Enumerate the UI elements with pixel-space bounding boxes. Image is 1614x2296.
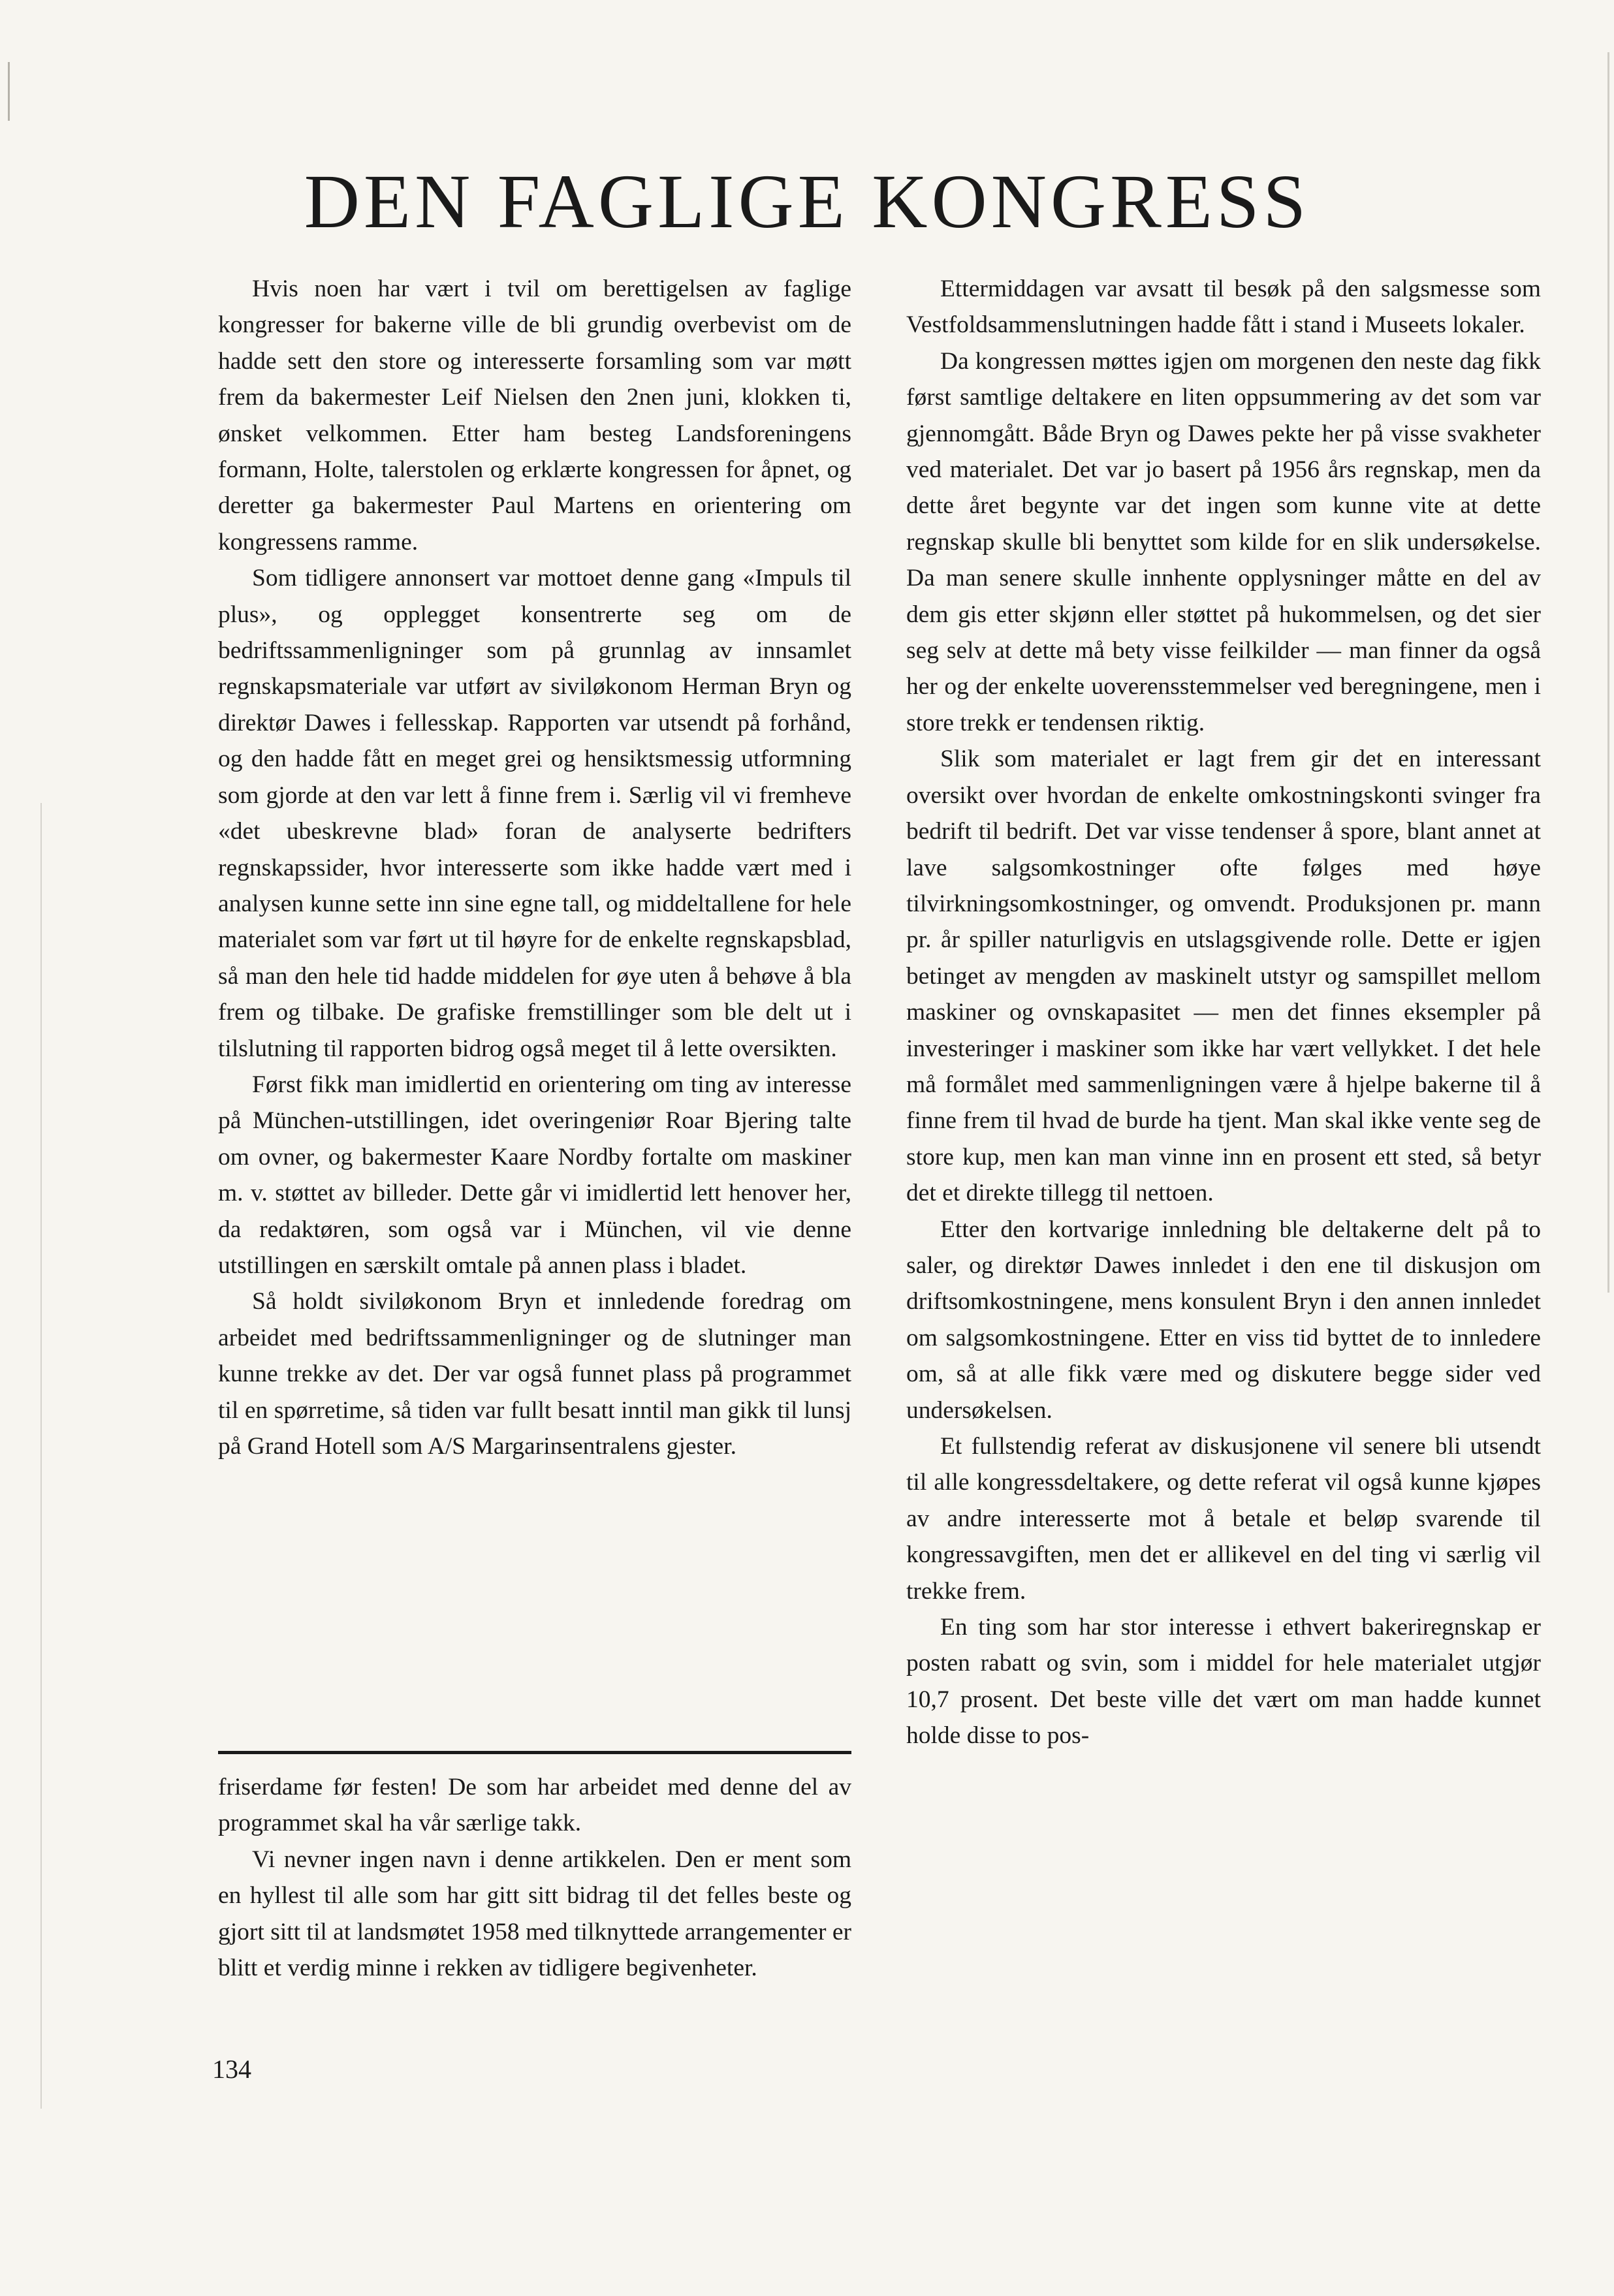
paragraph: Et fullstendig referat av diskusjonene vil senere bli utsendt til alle kongressdeltakere, og dette referat vil også kunne kjøpes av andre interesserte mot å betale et beløp svarende til kongressavgiften, men det er allikevel en del ting vi særlig vil trekke frem. <box>906 1433 1541 1605</box>
paragraph: friserdame før festen! De som har arbeidet med denne del av programmet skal ha vår særlige takk. <box>218 1774 851 1837</box>
paragraph: Ettermiddagen var avsatt til besøk på den salgsmesse som Vestfoldsammenslutningen hadde fått i stand i Museets lokaler. <box>906 275 1541 339</box>
paragraph: Som tidligere annonsert var mottoet denne gang «Impuls til plus», og opplegget konsentrerte seg om de bedriftssammenligninger som på grunnlag av innsamlet regnskapsmateriale var utført av siviløkonom Herman Bryn og direktør Dawes i fellesskap. Rapporten var utsendt på forhånd, og den hadde fått en meget grei og hensiktsmessig utformning som gjorde at den var lett å finne frem i. Særlig vil vi fremheve «det ubeskrevne blad» foran de analyserte bedrifters regnskapssider, hvor interesserte som ikke hadde vært med i analysen kunne sette inn sine egne tall, og middeltallene for hele materialet som var ført ut til høyre for de enkelte regnskapsblad, så man den hele tid hadde middelen for øye uten å behøve å bla frem og tilbake. De grafiske fremstillinger som ble delt ut i tilslutning til rapporten bidrog også meget til å lette oversikten. <box>218 565 851 1062</box>
page-number: 134 <box>212 2054 251 2084</box>
paragraph: Hvis noen har vært i tvil om berettigelsen av faglige kongresser for bakerne ville de bli grundig overbevist om de hadde sett den store og interesserte forsamling som var møtt frem da bakermester Leif Nielsen den 2nen juni, klokken ti, ønsket velkommen. Etter ham besteg Landsforeningens formann, Holte, talerstolen og erklærte kongressen for åpnet, og deretter ga bakermester Paul Martens en orientering om kongressens ramme. <box>218 275 851 556</box>
paragraph: Så holdt siviløkonom Bryn et innledende foredrag om arbeidet med bedriftssammenligninger og de slutninger man kunne trekke av det. Der var også funnet plass på programmet til en spørretime, så tiden var fullt besatt inntil man gikk til lunsj på Grand Hotell som A/S Margarinsentralens gjester. <box>218 1288 851 1460</box>
scan-edge-mark <box>1607 52 1609 1293</box>
paragraph: Etter den kortvarige innledning ble deltakerne delt på to saler, og direktør Dawes innledet i den ene til diskusjon om driftsomkostningene, mens konsulent Bryn i den annen innledet om salgsomkostningene. Etter en viss tid byttet de to innledere om, så at alle fikk være med og diskutere begge sider ved undersøkelsen. <box>906 1216 1541 1424</box>
right-column <box>906 271 1541 1754</box>
paragraph: Slik som materialet er lagt frem gir det en interessant oversikt over hvordan de enkelte omkostningskonti svinger fra bedrift til bedrift. Det var visse tendenser å spore, blant annet at lave salgsomkostninger ofte følges med høye tilvirkningsomkostninger, og omvendt. Produksjonen pr. mann pr. år spiller naturligvis en utslagsgivende rolle. Dette er igjen betinget av mengden av maskinelt utstyr og samspillet mellom maskiner og ovnskapasitet — men det finnes eksempler på investeringer i maskiner som ikke har vært vellykket. I det hele må formålet med sammenligningen være å hjelpe bakerne til å finne frem til hvad de burde ha tjent. Man skal ikke vente seg de store kup, men kan man vinne inn en prosent ett sted, så betyr det et direkte tillegg til nettoen. <box>906 746 1541 1207</box>
scan-edge-mark <box>8 62 10 121</box>
article-title: DEN FAGLIGE KONGRESS <box>304 159 1310 244</box>
left-column-bottom <box>218 1769 851 1986</box>
scan-edge-mark <box>40 803 42 2109</box>
paragraph: Da kongressen møttes igjen om morgenen den neste dag fikk først samtlige deltakere en liten oppsummering av det som var gjennomgått. Både Bryn og Dawes pekte her på visse svakheter ved materialet. Det var jo basert på 1956 års regnskap, men da dette året begynte var det ingen som kunne vite at dette regnskap skulle bli benyttet som kilde for en slik undersøkelse. Da man senere skulle innhente opplysninger måtte en del av dem gis etter skjønn eller støttet på hukommelsen, og det sier seg selv at dette må bety visse feilkilder — man finner da også her og der enkelte uoverensstemmelser ved beregningene, men i store trekk er tendensen riktig. <box>906 347 1541 736</box>
section-divider <box>218 1751 851 1754</box>
left-column-top <box>218 271 851 1464</box>
paragraph: Først fikk man imidlertid en orientering om ting av interesse på München-utstillingen, idet overingeniør Roar Bjering talte om ovner, og bakermester Kaare Nordby fortalte om maskiner m. v. støttet av billeder. Dette går vi imidlertid lett henover her, da redaktøren, som også var i München, vil vie denne utstillingen en særskilt omtale på annen plass i bladet. <box>218 1071 851 1279</box>
paragraph: Vi nevner ingen navn i denne artikkelen. Den er ment som en hyllest til alle som har gitt sitt bidrag til det felles beste og gjort sitt til at landsmøtet 1958 med tilknyttede arrangementer er blitt et verdig minne i rekken av tidligere begivenheter. <box>218 1846 851 1982</box>
paragraph: En ting som har stor interesse i ethvert bakeriregnskap er posten rabatt og svin, som i middel for hele materialet utgjør 10,7 prosent. Det beste ville det vært om man hadde kunnet holde disse to pos- <box>906 1614 1541 1750</box>
